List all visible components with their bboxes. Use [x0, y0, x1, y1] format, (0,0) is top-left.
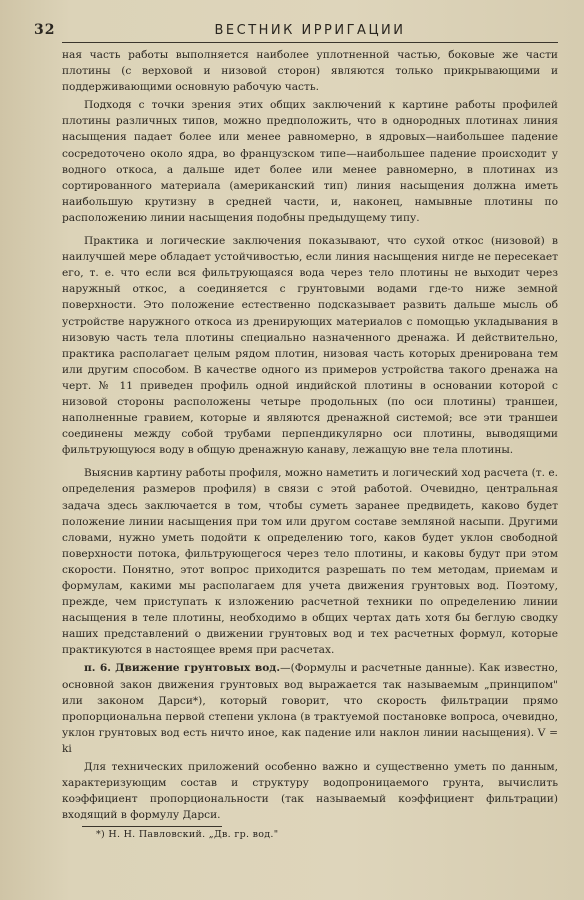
footnote: *) Н. Н. Павловский. „Дв. гр. вод." [96, 829, 279, 841]
footnote-divider [82, 826, 222, 827]
page-header [34, 20, 558, 43]
paragraph-profiles: Подходя с точки зрения этих общих заключений к картине работы профилей плотины различных типов, можно предположить, что в однородных плотинах линия насыщения падает более или менее равномерно, в ядровых—наибольшее падение сосредоточено около ядра, во французском типе—наибольшее падение происходит у водного откоса, а дальше идет более или менее равномерно, в плотинах из сортированного материала (американский тип) линия насыщения должна иметь наибольшую крутизну в средней части, и, наконец, намывные плотины по расположению линии насыщения подобны предыдущему типу. [62, 99, 558, 224]
section-title: Движение грунтовых вод. [115, 662, 281, 675]
section-groundwater [62, 660, 558, 757]
paragraph-continuation: ная часть работы выполняется наиболее уплотненной частью, боковые же части плотины (с верховой и низовой сторон) являются только прикрывающими и поддерживающими основную рабочую часть. [62, 49, 558, 94]
paragraph-calculation: Выяснив картину работы профиля, можно наметить и логический ход расчета (т. е. определения размеров профиля) в связи с этой работой. Очевидно, центральная задача здесь заключается в том, чтобы суметь заранее предвидеть, каково будет положение линии насыщения при том или другом составе земляной насыпи. Другими словами, нужно уметь подойти к определению того, каков будет уклон свободной поверхности потока, фильтрующегося через тело плотины, и каковы будут при этом скорости. Понятно, этот вопрос приходится разрешать по тем методам, приемам и формулам, какими мы располагаем для учета движения грунтовых вод. Поэтому, прежде, чем приступать к изложению расчетной техники по определению линии насыщения в теле плотины, необходимо в общих чертах дать хотя бы беглую сводку наших представлений о движении грунтовых вод и тех расчетных формул, которые практикуются в настоящее время при расчетах. [62, 467, 558, 657]
paragraph-drainage: Практика и логические заключения показывают, что сухой откос (низовой) в наилучшей мере обладает устойчивостью, если линия насыщения нигде не пересекает его, т. е. что если вся фильтрующаяся вода через тело плотины не выходит через наружный откос, а соединяется с грунтовыми водами где-то ниже земной поверхности. Это положение естественно подсказывает развить дальше мысль об устройстве наружного откоса из дренирующих материалов с помощью укладывания в низовую часть тела плотины специально назначенного дренажа. И действительно, практика располагает целым рядом плотин, низовая часть которых дренирована тем или другим способом. В качестве одного из примеров устройства такого дренажа на черт. № 11 приведен профиль одной индийской плотины в основании которой с низовой стороны расположены четыре продольных (по оси плотины) траншеи, наполненные гравием, которые и являются дренажной системой; все эти траншеи соединены между собой трубами перпендикулярно оси плотины, выводящими фильтрующуюся воду в общую дренажную канаву, лежащую вне тела плотины. [62, 235, 558, 457]
paragraph-applications: Для технических приложений особенно важно и существенно уметь по данным, характеризующим состав и структуру водопроницаемого грунта, вычислить коэффициент пропорциональности (так называемый коэффициент фильтрации) входящий в формулу Дарси. [62, 761, 558, 822]
article-body [62, 47, 558, 823]
section-text: —(Формулы и расчетные данные). Как известно, основной закон движения грунтовых вод выражается так называемым „принципом" или законом Дарси*), который говорит, что скорость фильтрации прямо пропорциональна первой степени уклона (в трактуемой постановке вопроса, очевидно, уклон грунтовых вод есть ничто иное, как падение или наклон линии насыщения). V = ki [62, 662, 558, 755]
journal-title: ВЕСТНИК ИРРИГАЦИИ [214, 23, 406, 38]
page-number: 32 [34, 22, 56, 38]
section-number: п. 6. [84, 662, 111, 675]
